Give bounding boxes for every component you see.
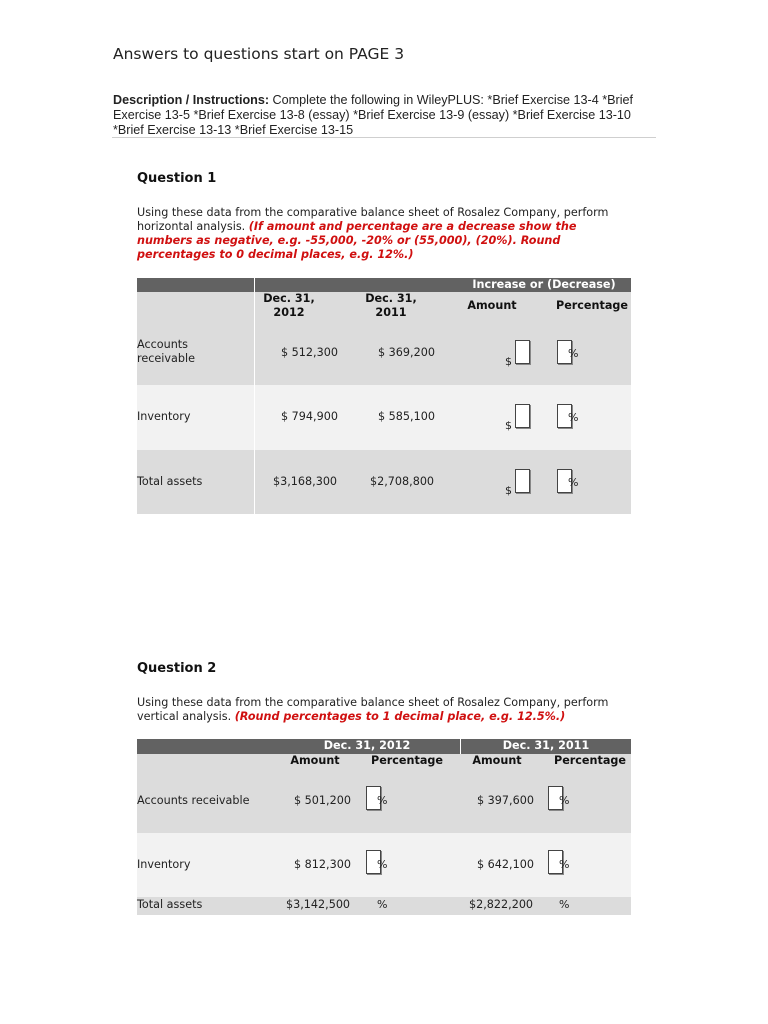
question-2-warning: (Round percentages to 1 decimal place, e.g. 12.5%.) [234, 710, 566, 723]
row-label: Accounts receivable [137, 794, 250, 807]
amount-2011: $ 642,100 [477, 858, 534, 871]
table-row [137, 450, 631, 514]
question-1-title: Question 1 [137, 171, 217, 186]
value-2011: $ 369,200 [378, 346, 435, 359]
table-row [137, 769, 631, 833]
group-dec-2012: Dec. 31, 2012 [323, 739, 411, 752]
percent-sign: % [377, 858, 388, 871]
col-percentage: Percentage [556, 299, 628, 312]
amount-2011: $2,822,200 [469, 898, 534, 911]
group-dec-2011: Dec. 31, 2011 [502, 739, 590, 752]
amount-2012: $ 501,200 [294, 794, 351, 807]
percent-sign: % [377, 898, 388, 911]
amount-input[interactable] [515, 340, 530, 364]
dollar-sign: $ [505, 419, 512, 432]
value-2012: $3,168,300 [273, 475, 338, 488]
col-amount-2011: Amount [472, 754, 522, 767]
percent-sign: % [559, 858, 570, 871]
question-1-warning: (If amount and percentage are a decrease show the numbers as negative, e.g. -55,000, -20% or (55,000), (20%). Round percentages to 0 decimal places, e.g. 12%.) [137, 220, 577, 261]
value-2012: $ 794,900 [281, 410, 338, 423]
horizontal-analysis-table [137, 278, 631, 514]
amount-input[interactable] [515, 469, 530, 493]
question-1-text: Using these data from the comparative balance sheet of Rosalez Company, perform horizontal analysis. [137, 206, 609, 233]
amount-2012: $ 812,300 [294, 858, 351, 871]
increase-decrease-header: Increase or (Decrease) [472, 278, 616, 291]
col-amount: Amount [467, 299, 517, 312]
vertical-analysis-table [137, 739, 631, 915]
question-2-text: Using these data from the comparative balance sheet of Rosalez Company, perform vertical analysis. [137, 696, 609, 723]
divider [112, 137, 656, 138]
col-percentage-2012: Percentage [371, 754, 443, 767]
dollar-sign: $ [505, 484, 512, 497]
col-dec-2012: Dec. 31, 2012 [263, 292, 315, 319]
table-row [137, 320, 631, 385]
percent-sign: % [568, 347, 579, 360]
description-label: Description / Instructions: [113, 93, 270, 107]
table-row [137, 897, 631, 915]
column-divider [254, 278, 255, 514]
amount-input[interactable] [515, 404, 530, 428]
percent-sign: % [559, 794, 570, 807]
question-2-instructions [137, 696, 617, 724]
row-label: Inventory [137, 410, 191, 423]
table-row [137, 833, 631, 897]
value-2011: $ 585,100 [378, 410, 435, 423]
col-percentage-2011: Percentage [554, 754, 626, 767]
percent-sign: % [559, 898, 570, 911]
value-2012: $ 512,300 [281, 346, 338, 359]
row-label: Total assets [137, 475, 203, 488]
value-2011: $2,708,800 [370, 475, 435, 488]
description [113, 93, 658, 138]
percent-sign: % [568, 476, 579, 489]
question-2-title: Question 2 [137, 661, 217, 676]
percent-sign: % [377, 794, 388, 807]
percent-sign: % [568, 411, 579, 424]
amount-2011: $ 397,600 [477, 794, 534, 807]
header-note: Answers to questions start on PAGE 3 [113, 45, 405, 63]
question-1-instructions [137, 206, 617, 262]
group-divider [460, 739, 461, 754]
header-corner [137, 278, 254, 292]
dollar-sign: $ [505, 355, 512, 368]
description-text: Complete the following in WileyPLUS: *Brief Exercise 13-4 *Brief Exercise 13-5 *Brief Exercise 13-8 (essay) *Brief Exercise 13-9 (essay) *Brief Exercise 13-10 *Brief Exercise 13-13 *Brief Exercise 13-15 [113, 93, 634, 137]
row-label: Total assets [137, 898, 203, 911]
col-amount-2012: Amount [290, 754, 340, 767]
amount-2012: $3,142,500 [286, 898, 351, 911]
table-row [137, 385, 631, 450]
col-dec-2011: Dec. 31, 2011 [365, 292, 417, 319]
row-label: Accounts receivable [137, 338, 195, 365]
row-label: Inventory [137, 858, 191, 871]
